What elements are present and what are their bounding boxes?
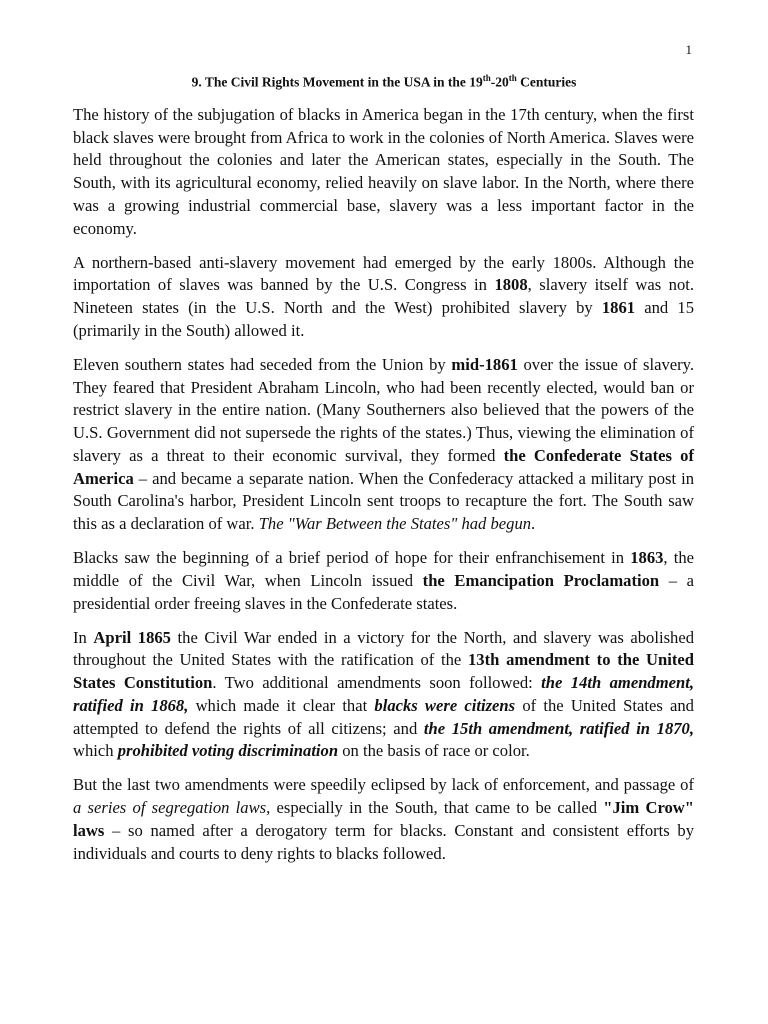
emphasis-text: April 1865 (93, 627, 171, 647)
text-run: Eleven southern states had seceded from the Union by (73, 355, 452, 375)
text-run: which (73, 741, 118, 761)
paragraph (73, 104, 694, 240)
text-run: , slavery itself was not. Nineteen states (in the U.S. North and the West) prohibited slavery by (73, 275, 694, 318)
emphasis-text: blacks were citizens (374, 695, 516, 715)
emphasis-text: a series of segregation laws, (73, 798, 271, 818)
paragraph (73, 354, 694, 536)
emphasis-text: "Jim Crow" laws (73, 798, 695, 840)
text-run: Blacks saw the beginning of a brief period of hope for their enfranchisement in (73, 548, 631, 568)
document-body (73, 104, 694, 877)
emphasis-text: the 15th amendment, ratified in 1870, (423, 718, 695, 738)
emphasis-text: 1861 (601, 298, 636, 318)
emphasis-text: 1863 (630, 548, 664, 568)
title-superscript-1: th (482, 73, 491, 83)
text-run: , the middle of the Civil War, when Lincoln issued (73, 548, 694, 590)
text-run: of the United States and attempted to defend the rights of all citizens; and (73, 695, 694, 738)
text-run: which made it clear that (188, 695, 375, 715)
text-run: But the last two amendments were speedily eclipsed by lack of enforcement, and passage of (73, 775, 694, 795)
page-title (0, 73, 768, 91)
text-run: . Two additional amendments soon followed: (212, 673, 542, 693)
emphasis-text: the Emancipation Proclamation (422, 570, 660, 590)
text-run: – and became a separate nation. When the Confederacy attacked a military post in South Carolina's harbor, President Lincoln sent troops to recapture the fort. The South saw this as a declaration of war. (73, 468, 694, 533)
title-mid: -20 (490, 74, 509, 90)
text-run: The history of the subjugation of blacks in America began in the 17th century, when the first black slaves were brought from Africa to work in the colonies of North America. Slaves were held throughout the colonies and later the American states, especially in the South. The South, with its agricultural economy, relied heavily on slave labor. In the North, where there was a growing industrial commercial base, slavery was a less important factor in the economy. (73, 105, 694, 238)
paragraph (73, 547, 694, 615)
emphasis-text: 13th amendment to the United States Constitution (73, 650, 694, 693)
text-run: and 15 (primarily in the South) allowed it. (73, 298, 694, 340)
text-run: the Civil War ended in a victory for the North, and slavery was abolished throughout the United States with the ratification of the (73, 627, 694, 670)
title-suffix: Centuries (516, 74, 577, 90)
emphasis-text: mid-1861 (451, 355, 518, 375)
emphasis-text: prohibited voting discrimination (117, 741, 339, 761)
text-run: In (73, 627, 94, 647)
emphasis-text: the 14th amendment, ratified in 1868, (73, 673, 694, 715)
title-superscript-2: th (508, 73, 517, 83)
emphasis-text: 1808 (494, 275, 528, 295)
text-run: on the basis of race or color. (338, 741, 530, 761)
paragraph (73, 774, 694, 865)
emphasis-text: The "War Between the States" had begun (258, 513, 532, 533)
text-run: – a presidential order freeing slaves in the Confederate states. (73, 570, 695, 613)
text-run: over the issue of slavery. They feared that President Abraham Lincoln, who had been recently elected, would ban or restrict slavery in the entire nation. (Many Southerners also believed that the powers of the U.S. Government did not supersede the rights of the states.) Thus, viewing the elimination of slavery as a threat to their economic survival, they formed (73, 355, 695, 465)
text-run: . (531, 513, 536, 533)
paragraph (73, 627, 694, 763)
text-run: – so named after a derogatory term for blacks. Constant and consistent efforts by individuals and courts to deny rights to blacks followed. (73, 820, 694, 863)
title-prefix: 9. The Civil Rights Movement in the USA in the 19 (191, 74, 483, 90)
text-run: A northern-based anti-slavery movement had emerged by the early 1800s. Although the importation of slaves was banned by the U.S. Congress in (73, 252, 694, 295)
page-number: 1 (685, 42, 692, 57)
text-run: especially in the South, that came to be called (270, 798, 604, 818)
paragraph (73, 252, 694, 343)
emphasis-text: the Confederate States of America (73, 445, 694, 488)
